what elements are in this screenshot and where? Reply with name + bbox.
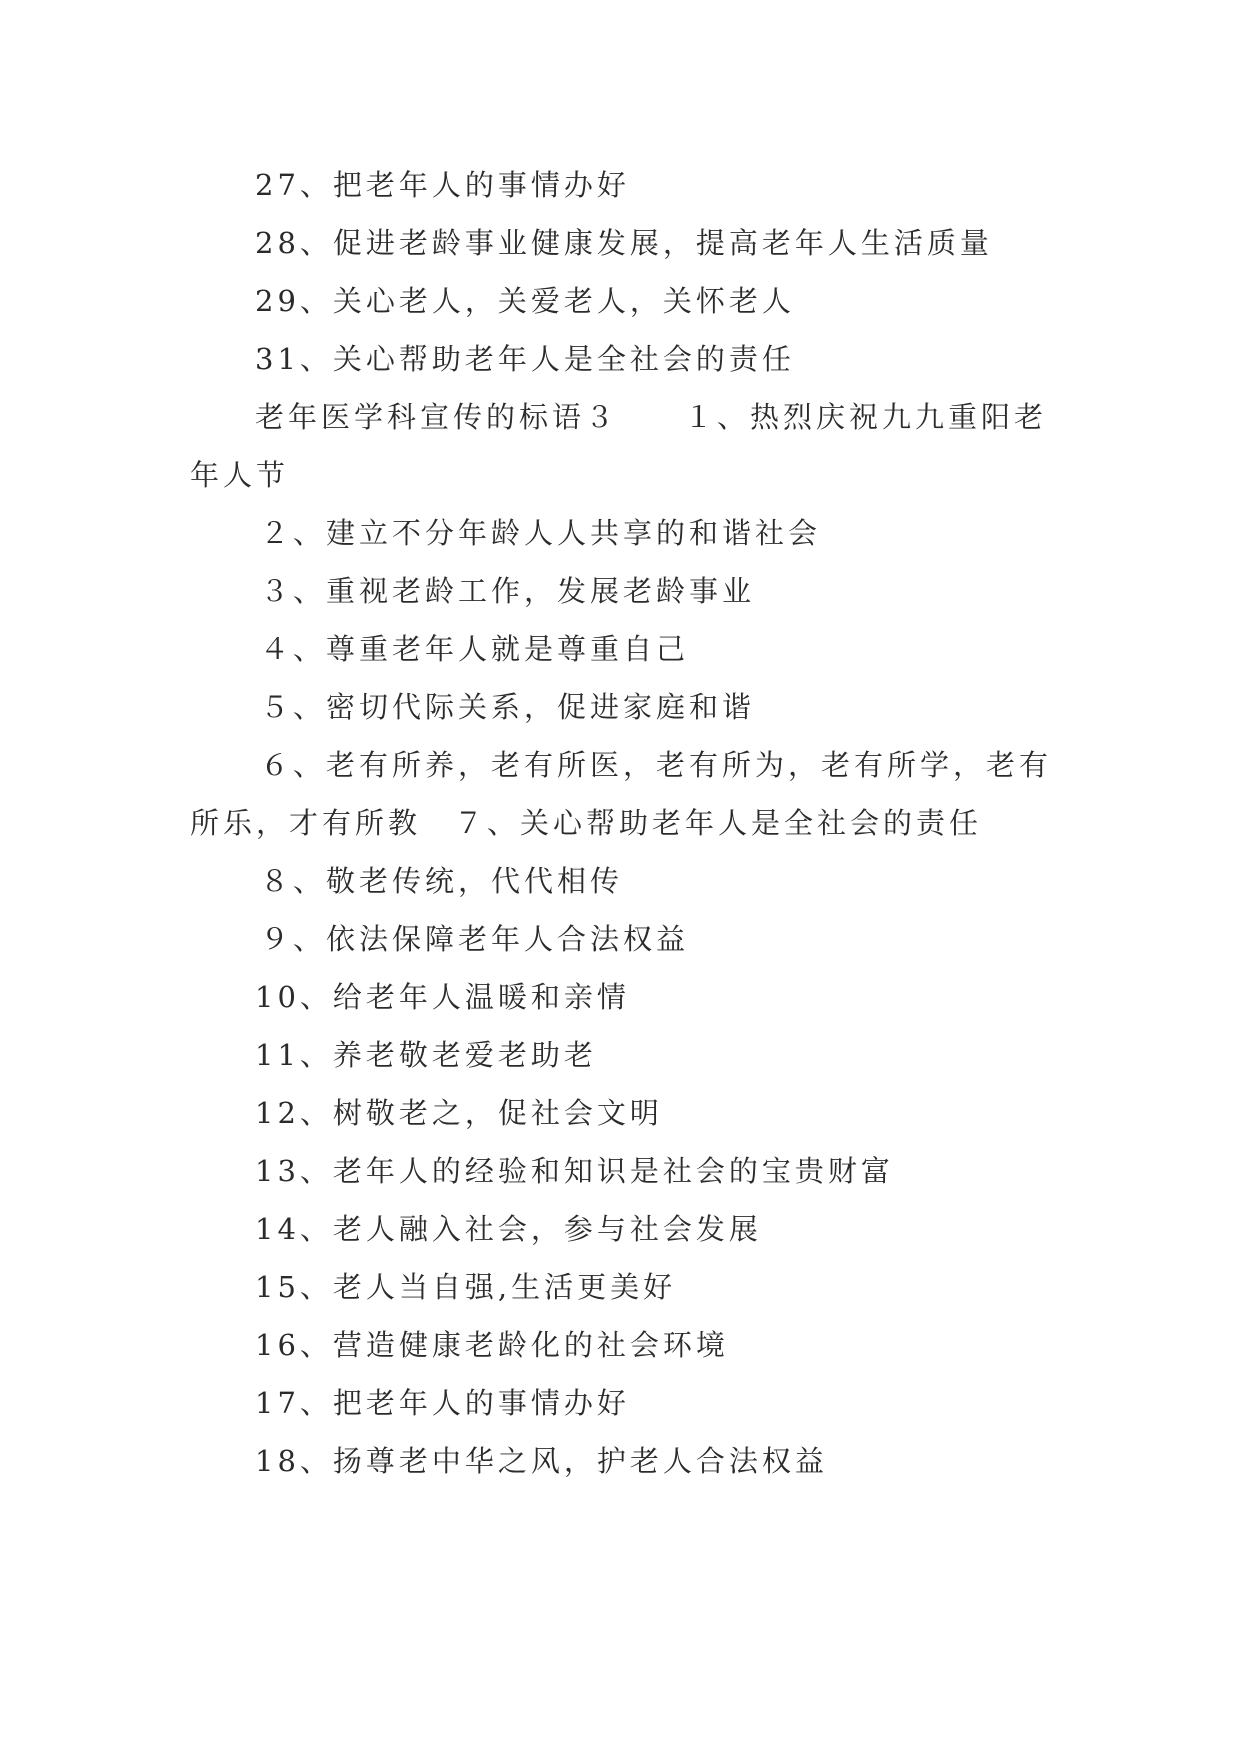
list-item: ５、密切代际关系，促进家庭和谐 <box>260 690 756 724</box>
list-item: ３、重视老龄工作，发展老龄事业 <box>260 574 756 608</box>
list-item: 31、关心帮助老年人是全社会的责任 <box>255 342 795 376</box>
section-heading-paragraph: 老年医学科宣传的标语３ １、热烈庆祝九九重阳老年人节 <box>190 400 1048 492</box>
list-item: 28、促进老龄事业健康发展，提高老年人生活质量 <box>255 226 993 260</box>
list-item: ９、依法保障老年人合法权益 <box>260 922 690 956</box>
list-item: 13、老年人的经验和知识是社会的宝贵财富 <box>255 1154 894 1188</box>
list-item: 14、老人融入社会，参与社会发展 <box>255 1212 762 1246</box>
list-item: 18、扬尊老中华之风，护老人合法权益 <box>255 1444 828 1478</box>
list-item: 11、养老敬老爱老助老 <box>255 1038 597 1072</box>
list-item: ８、敬老传统，代代相传 <box>260 864 624 898</box>
list-item: 29、关心老人，关爱老人，关怀老人 <box>255 284 795 318</box>
list-item: ２、建立不分年龄人人共享的和谐社会 <box>260 516 822 550</box>
list-item: 16、营造健康老龄化的社会环境 <box>255 1328 729 1362</box>
list-item: ４、尊重老年人就是尊重自己 <box>260 632 690 666</box>
list-item: 10、给老年人温暖和亲情 <box>255 980 630 1014</box>
list-item: 27、把老年人的事情办好 <box>255 168 630 202</box>
list-item: ６、老有所养，老有所医，老有所为，老有所学，老有所乐，才有所教 ７、关心帮助老年人是全社会的责任 <box>190 748 1053 840</box>
list-item: 15、老人当自强,生活更美好 <box>255 1270 677 1304</box>
document-body <box>190 156 1060 1490</box>
list-item: 12、树敬老之，促社会文明 <box>255 1096 663 1130</box>
list-item: 17、把老年人的事情办好 <box>255 1386 630 1420</box>
